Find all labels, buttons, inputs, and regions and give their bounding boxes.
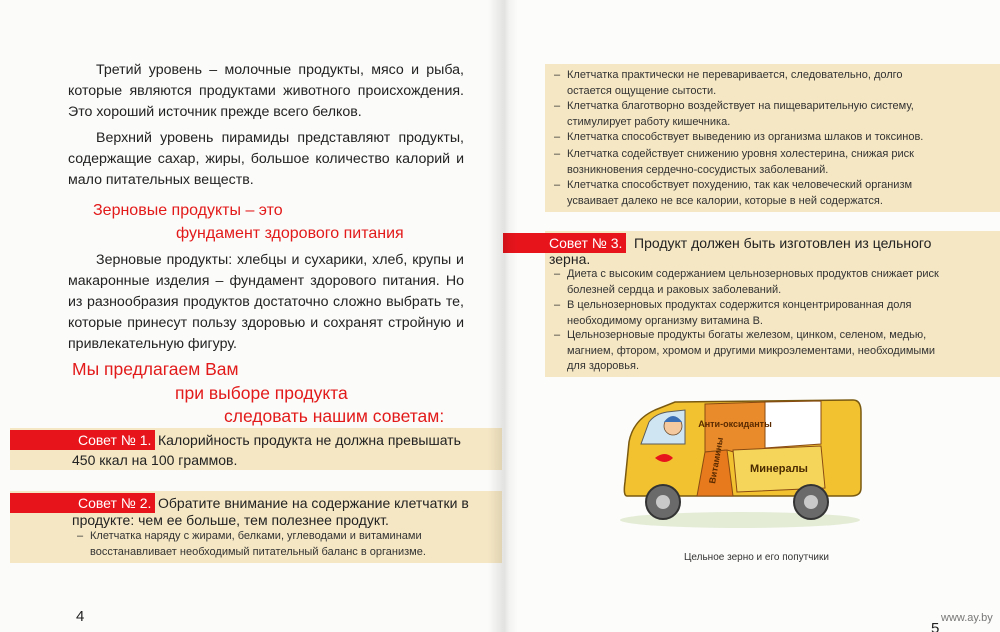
- page-number-left: 4: [76, 608, 85, 625]
- truck-illustration: [615, 392, 865, 530]
- tip2-text-line2: продукте: чем ее больше, тем полезнее продукт.: [72, 512, 389, 528]
- fiber-bullet-3: – Клетчатка способствует выведению из организма шлаков и токсинов.: [567, 130, 947, 146]
- page-number-right: 5: [931, 620, 940, 632]
- truck-label-minerals: Минералы: [750, 463, 808, 475]
- fiber-bullet-4: – Клетчатка содействует снижению уровня холестерина, снижая риск возникновения сердечно-сосудистых заболеваний.: [567, 147, 947, 178]
- right-page: [503, 0, 1000, 632]
- tip3-bullet-3: – Цельнозерновые продукты богаты железом, цинком, селеном, медью, магнием, фтором, хромом и другими микроэлементами, необходимыми для здоровья.: [567, 328, 947, 375]
- fiber-bullet-5: – Клетчатка способствует похудению, так как человеческий организм усваивает далеко не все калории, которые в ней содержатся.: [567, 178, 947, 209]
- tip1-tag-label: Совет № 1.: [78, 432, 152, 448]
- tip1-tag: [10, 430, 155, 450]
- puzzle-piece-top-right: [765, 401, 821, 448]
- tip3-text-line2: зерна.: [549, 251, 591, 267]
- tip1-text-line2: 450 ккал на 100 граммов.: [72, 452, 238, 468]
- heading-grain-line2: фундамент здорового питания: [176, 225, 404, 242]
- tip2-note: – Клетчатка наряду с жирами, белками, углеводами и витаминами восстанавливает необходимый питательный баланс в организме.: [90, 529, 430, 560]
- heading-offer-line3: следовать нашим советам:: [224, 406, 445, 426]
- truck-caption: Цельное зерно и его попутчики: [684, 552, 829, 563]
- tip3-bullet-1: – Диета с высоким содержанием цельнозерновых продуктов снижает риск болезней сердца и раковых заболеваний.: [567, 267, 947, 298]
- tip3-bullet-2: – В цельнозерновых продуктах содержится концентрированная доля необходимому организму витамина В.: [567, 298, 947, 329]
- front-hub-icon: [656, 495, 670, 509]
- paragraph-top-level: Верхний уровень пирамиды представляют продукты, содержащие сахар, жиры, большое количество калорий и мало питательных веществ.: [68, 130, 464, 188]
- rear-hub-icon: [804, 495, 818, 509]
- tip3-tag-label: Совет № 3.: [549, 235, 623, 251]
- book-spine-shadow: [488, 0, 518, 632]
- tip2-tag-label: Совет № 2.: [78, 495, 152, 511]
- truck-label-antioxidants: Анти-оксиданты: [698, 419, 772, 429]
- tip2-text-line1: Обратите внимание на содержание клетчатки в: [158, 495, 469, 511]
- watermark: www.ay.by: [941, 612, 993, 624]
- heading-offer-line1: Мы предлагаем Вам: [72, 359, 239, 379]
- fiber-bullet-2: – Клетчатка благотворно воздействует на пищеварительную систему, стимулирует работу кишечника.: [567, 99, 947, 130]
- heading-grain-line1: Зерновые продукты – это: [93, 202, 283, 219]
- truck-label-vitamins: Витамины: [707, 436, 726, 485]
- tip3-text-line1: Продукт должен быть изготовлен из цельного: [634, 235, 932, 251]
- paragraph-third-level: Третий уровень – молочные продукты, мясо и рыба, которые являются продуктами животного происхождения. Это хороший источник прежде всего белков.: [68, 62, 464, 120]
- paragraph-grain-products: Зерновые продукты: хлебцы и сухарики, хлеб, крупы и макаронные изделия – фундамент здорового питания. Но из разнообразия продуктов достаточно сложно выбрать те, которые принесут пользу здоровью и сохранят стройную и привлекательную фигуру.: [68, 252, 464, 352]
- tip1-text-line1: Калорийность продукта не должна превышать: [158, 432, 461, 448]
- fiber-bullet-1: – Клетчатка практически не переваривается, следовательно, долго остается ощущение сытости.: [567, 68, 947, 99]
- heading-offer-line2: при выборе продукта: [175, 383, 348, 403]
